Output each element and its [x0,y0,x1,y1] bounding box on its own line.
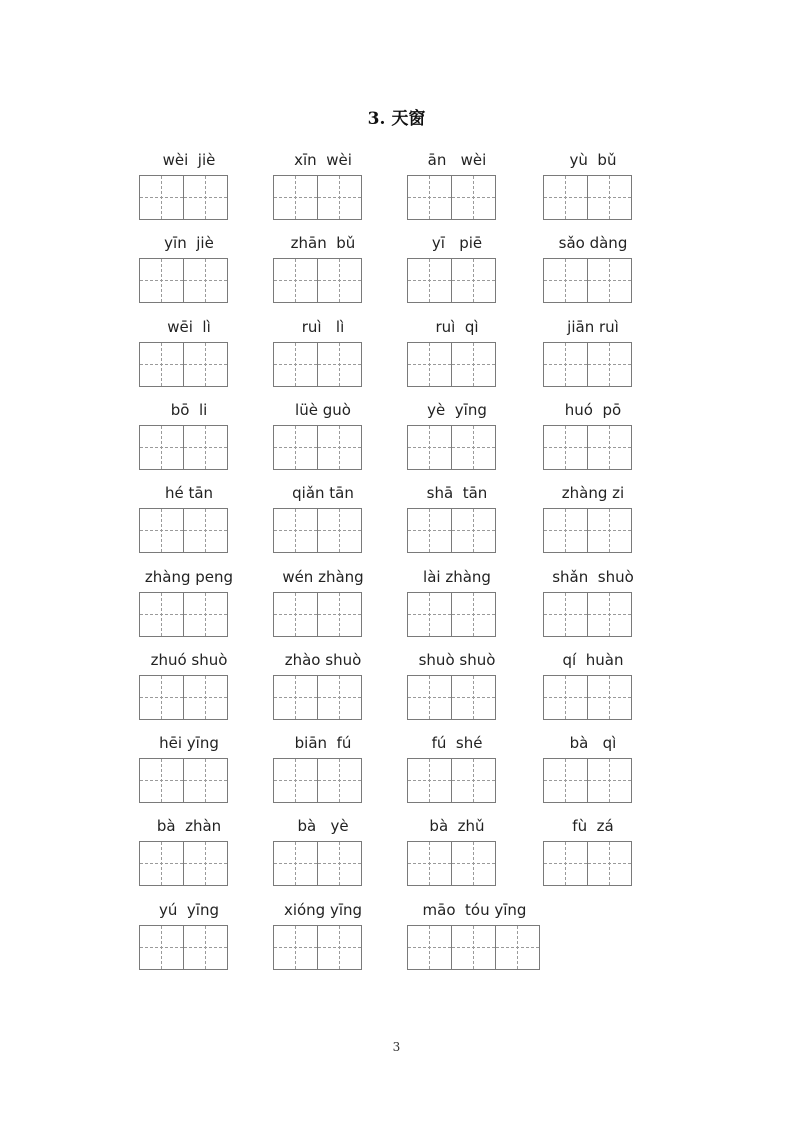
tianzige-cell[interactable] [139,592,184,637]
tianzige-cell[interactable] [139,508,184,553]
pinyin-label: xióng yīng [283,901,363,919]
tianzige-cell[interactable] [139,258,184,303]
tianzige-cell[interactable] [407,425,452,470]
writing-boxes [139,925,228,970]
pinyin-label: zhuó shuò [150,651,228,669]
writing-boxes [273,342,362,387]
pinyin-label: bō li [170,401,208,419]
pinyin-item [407,567,542,651]
tianzige-cell[interactable] [451,925,496,970]
writing-boxes [273,425,362,470]
tianzige-cell[interactable] [273,758,318,803]
writing-boxes [273,758,362,803]
tianzige-cell[interactable] [317,175,362,220]
tianzige-cell[interactable] [183,758,228,803]
pinyin-item [407,900,542,984]
writing-boxes [139,425,228,470]
writing-boxes [273,175,362,220]
tianzige-cell[interactable] [273,342,318,387]
tianzige-cell[interactable] [273,425,318,470]
pinyin-item [139,233,274,317]
tianzige-cell[interactable] [587,342,632,387]
pinyin-item [543,816,678,900]
writing-boxes [543,258,632,303]
pinyin-item [273,900,408,984]
pinyin-label: yú yīng [159,901,219,919]
tianzige-cell[interactable] [407,925,452,970]
tianzige-cell[interactable] [451,841,496,886]
pinyin-item [139,567,274,651]
tianzige-cell[interactable] [183,425,228,470]
pinyin-item [407,733,542,817]
pinyin-label: fú shé [431,734,483,752]
pinyin-label: qiǎn tān [292,484,354,502]
tianzige-cell[interactable] [273,508,318,553]
writing-boxes [407,841,496,886]
writing-boxes [139,342,228,387]
pinyin-item [543,233,678,317]
pinyin-item [543,650,678,734]
tianzige-cell[interactable] [543,841,588,886]
tianzige-cell[interactable] [183,675,228,720]
tianzige-cell[interactable] [183,342,228,387]
tianzige-cell[interactable] [451,175,496,220]
pinyin-item [407,317,542,401]
worksheet-title: 3. 天窗 [367,109,426,129]
tianzige-cell[interactable] [139,425,184,470]
tianzige-cell[interactable] [451,675,496,720]
tianzige-cell[interactable] [183,925,228,970]
tianzige-cell[interactable] [139,841,184,886]
pinyin-label: wēi lì [167,318,211,336]
pinyin-label: huó pō [564,401,622,419]
pinyin-label: yīn jiè [164,234,214,252]
pinyin-item [407,233,542,317]
pinyin-item [407,650,542,734]
tianzige-cell[interactable] [317,675,362,720]
tianzige-cell[interactable] [587,425,632,470]
tianzige-cell[interactable] [407,675,452,720]
tianzige-cell[interactable] [543,342,588,387]
pinyin-item [139,650,274,734]
writing-boxes [273,508,362,553]
tianzige-cell[interactable] [587,592,632,637]
pinyin-item [139,150,274,234]
tianzige-cell[interactable] [451,425,496,470]
tianzige-cell[interactable] [451,758,496,803]
writing-boxes [273,841,362,886]
tianzige-cell[interactable] [543,758,588,803]
pinyin-label: shǎn shuò [552,568,634,586]
tianzige-cell[interactable] [407,592,452,637]
writing-boxes [407,425,496,470]
tianzige-cell[interactable] [139,675,184,720]
tianzige-cell[interactable] [317,592,362,637]
pinyin-label: zhàng zi [561,484,625,502]
pinyin-item [139,816,274,900]
pinyin-item [273,400,408,484]
pinyin-label: jiān ruì [567,318,619,336]
pinyin-item [139,483,274,567]
tianzige-cell[interactable] [407,758,452,803]
pinyin-label: shā tān [426,484,488,502]
writing-boxes [543,342,632,387]
pinyin-item [273,150,408,234]
pinyin-item [543,483,678,567]
pinyin-item [273,567,408,651]
tianzige-cell[interactable] [273,925,318,970]
tianzige-cell[interactable] [273,258,318,303]
writing-boxes [407,758,496,803]
pinyin-label: hēi yīng [159,734,219,752]
tianzige-cell[interactable] [317,758,362,803]
pinyin-item [407,483,542,567]
tianzige-cell[interactable] [139,342,184,387]
pinyin-item [407,150,542,234]
writing-boxes [273,258,362,303]
tianzige-cell[interactable] [317,508,362,553]
writing-boxes [139,758,228,803]
writing-boxes [543,175,632,220]
tianzige-cell[interactable] [407,175,452,220]
pinyin-label: ruì lì [301,318,345,336]
writing-boxes [543,508,632,553]
pinyin-item [273,816,408,900]
pinyin-label: hé tān [164,484,214,502]
tianzige-cell[interactable] [139,925,184,970]
tianzige-cell[interactable] [587,758,632,803]
tianzige-cell[interactable] [451,508,496,553]
writing-boxes [543,675,632,720]
tianzige-cell[interactable] [317,925,362,970]
tianzige-cell[interactable] [407,342,452,387]
tianzige-cell[interactable] [451,592,496,637]
pinyin-label: yī piē [431,234,483,252]
writing-boxes [139,841,228,886]
pinyin-label: shuò shuò [418,651,496,669]
writing-boxes [139,508,228,553]
pinyin-label: xīn wèi [294,151,352,169]
pinyin-item [543,400,678,484]
tianzige-cell[interactable] [183,508,228,553]
writing-boxes [139,592,228,637]
tianzige-cell[interactable] [273,675,318,720]
pinyin-label: bà zhàn [156,817,222,835]
pinyin-label: wèi jiè [162,151,216,169]
tianzige-cell[interactable] [543,508,588,553]
tianzige-cell[interactable] [139,758,184,803]
pinyin-item [139,400,274,484]
pinyin-label: lài zhàng [423,568,491,586]
writing-boxes [139,175,228,220]
tianzige-cell[interactable] [543,175,588,220]
tianzige-cell[interactable] [317,258,362,303]
writing-boxes [407,675,496,720]
pinyin-item [273,233,408,317]
writing-boxes [543,592,632,637]
tianzige-cell[interactable] [495,925,540,970]
tianzige-cell[interactable] [407,508,452,553]
tianzige-cell[interactable] [543,592,588,637]
tianzige-cell[interactable] [543,425,588,470]
pinyin-label: wén zhàng [282,568,364,586]
pinyin-item [407,816,542,900]
tianzige-cell[interactable] [543,675,588,720]
writing-boxes [543,425,632,470]
writing-boxes [273,675,362,720]
tianzige-cell[interactable] [451,342,496,387]
pinyin-label: bà yè [297,817,349,835]
pinyin-item [139,900,274,984]
tianzige-cell[interactable] [587,508,632,553]
writing-boxes [407,342,496,387]
pinyin-label: biān fú [294,734,352,752]
pinyin-label: zhān bǔ [290,234,356,252]
writing-boxes [407,592,496,637]
pinyin-label: ruì qì [435,318,479,336]
pinyin-label: māo tóu yīng [422,901,527,919]
tianzige-cell[interactable] [273,841,318,886]
tianzige-cell[interactable] [407,258,452,303]
tianzige-cell[interactable] [451,258,496,303]
pinyin-item [407,400,542,484]
tianzige-cell[interactable] [139,175,184,220]
pinyin-item [543,567,678,651]
pinyin-label: qí huàn [562,651,624,669]
page-number: 3 [392,1040,401,1054]
tianzige-cell[interactable] [587,175,632,220]
pinyin-item [543,733,678,817]
pinyin-label: zhào shuò [284,651,362,669]
pinyin-label: bà zhǔ [429,817,485,835]
writing-boxes [407,508,496,553]
pinyin-item [543,150,678,234]
tianzige-cell[interactable] [183,592,228,637]
pinyin-label: yù bǔ [569,151,617,169]
writing-boxes [139,675,228,720]
tianzige-cell[interactable] [183,841,228,886]
tianzige-cell[interactable] [317,342,362,387]
tianzige-cell[interactable] [183,175,228,220]
writing-boxes [139,258,228,303]
pinyin-item [273,317,408,401]
writing-boxes [407,175,496,220]
writing-boxes [407,258,496,303]
tianzige-cell[interactable] [317,425,362,470]
pinyin-item [273,733,408,817]
tianzige-cell[interactable] [587,258,632,303]
tianzige-cell[interactable] [273,175,318,220]
pinyin-label: lüè guò [295,401,351,419]
pinyin-label: bà qì [569,734,617,752]
tianzige-cell[interactable] [407,841,452,886]
tianzige-cell[interactable] [587,841,632,886]
writing-boxes [543,841,632,886]
tianzige-cell[interactable] [587,675,632,720]
writing-boxes [407,925,540,970]
pinyin-label: fù zá [572,817,614,835]
pinyin-label: zhàng peng [144,568,234,586]
writing-boxes [543,758,632,803]
pinyin-item [273,483,408,567]
pinyin-item [139,733,274,817]
tianzige-cell[interactable] [317,841,362,886]
writing-boxes [273,592,362,637]
tianzige-cell[interactable] [273,592,318,637]
tianzige-cell[interactable] [183,258,228,303]
tianzige-cell[interactable] [543,258,588,303]
pinyin-item [139,317,274,401]
writing-boxes [273,925,362,970]
pinyin-label: yè yīng [427,401,487,419]
pinyin-item [543,317,678,401]
pinyin-item [273,650,408,734]
pinyin-label: sǎo dàng [558,234,628,252]
pinyin-label: ān wèi [427,151,487,169]
